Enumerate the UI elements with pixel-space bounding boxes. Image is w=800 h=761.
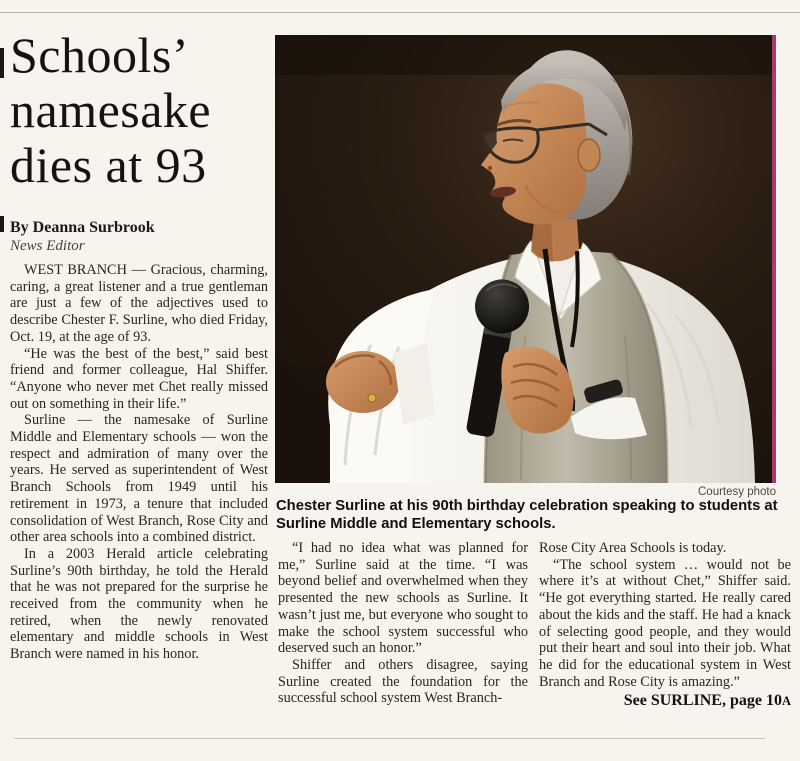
paragraph: “He was the best of the best,” said best friend and former colleague, Hal Shiffer. “Anyone who never met Chet really missed out on something in their life.” <box>10 345 268 412</box>
column-right <box>539 540 791 710</box>
headline-line-3: dies at 93 <box>10 137 207 193</box>
paragraph: In a 2003 Herald article celebrating Surline’s 90th birthday, he told the Herald that he was not prepared for the surprise he received from the community when he retired, when the newly renovated elementary and middle schools in West Branch were named in his honor. <box>10 545 268 663</box>
bottom-rule-divider <box>14 738 765 739</box>
continuation-text: See SURLINE, page 10 <box>623 692 782 710</box>
paragraph: Rose City Area Schools is today. <box>539 540 727 556</box>
paragraph: “The school system … would not be where it’s at without Chet,” Shiffer said. “He got everything started. He really cared about the kids and the staff. He had a knack of selecting good people, and they would put their heart and soul into their job. What he did for the educational system in West Branch and Rose City is amazing.” <box>539 556 791 690</box>
paragraph: “I had no idea what was planned for me,” Surline said at the time. “I was beyond belief and overwhelmed when they presented the new schools as Surline. It wasn’t just me, but everyone who sought to make the school system successful who deserved such an honor.” <box>278 540 528 657</box>
photo-illustration <box>275 35 776 483</box>
photo-edge-artifact <box>772 35 776 483</box>
scan-edge-artifact <box>0 216 4 232</box>
photo-chester-surline <box>275 35 776 483</box>
headline-line-2: namesake <box>10 82 212 138</box>
article-headline <box>10 28 268 193</box>
continuation-notice <box>539 692 791 710</box>
photo-credit: Courtesy photo <box>698 486 776 498</box>
column-left <box>10 28 268 663</box>
byline: By Deanna Surbrook <box>10 219 155 236</box>
top-rule-divider <box>0 12 800 13</box>
scan-edge-artifact <box>0 48 4 78</box>
paragraph: Shiffer and others disagree, saying Surline created the foundation for the successful school system West Branch- <box>278 656 528 707</box>
paragraph: WEST BRANCH — Gracious, charming, caring, a great listener and a true gentleman are just a few of the adjectives used to describe Chester F. Surline, who died Friday, Oct. 19, at the age of 93. <box>10 262 268 345</box>
photo-caption: Chester Surline at his 90th birthday celebration speaking to students at Surline Middle and Elementary schools. <box>276 498 778 533</box>
headline-line-1: Schools’ <box>10 27 189 83</box>
column-middle <box>278 540 528 707</box>
byline-title: News Editor <box>10 238 85 254</box>
continuation-page-suffix: A <box>781 694 791 709</box>
paragraph: Surline — the namesake of Surline Middle and Elementary schools — won the respect and admiration of many over the years. He served as superintendent of West Branch Schools from 1949 until his retirement in 1973, a tenure that included consolidation of West Branch, Rose City and other area schools into a combined district. <box>10 412 268 546</box>
